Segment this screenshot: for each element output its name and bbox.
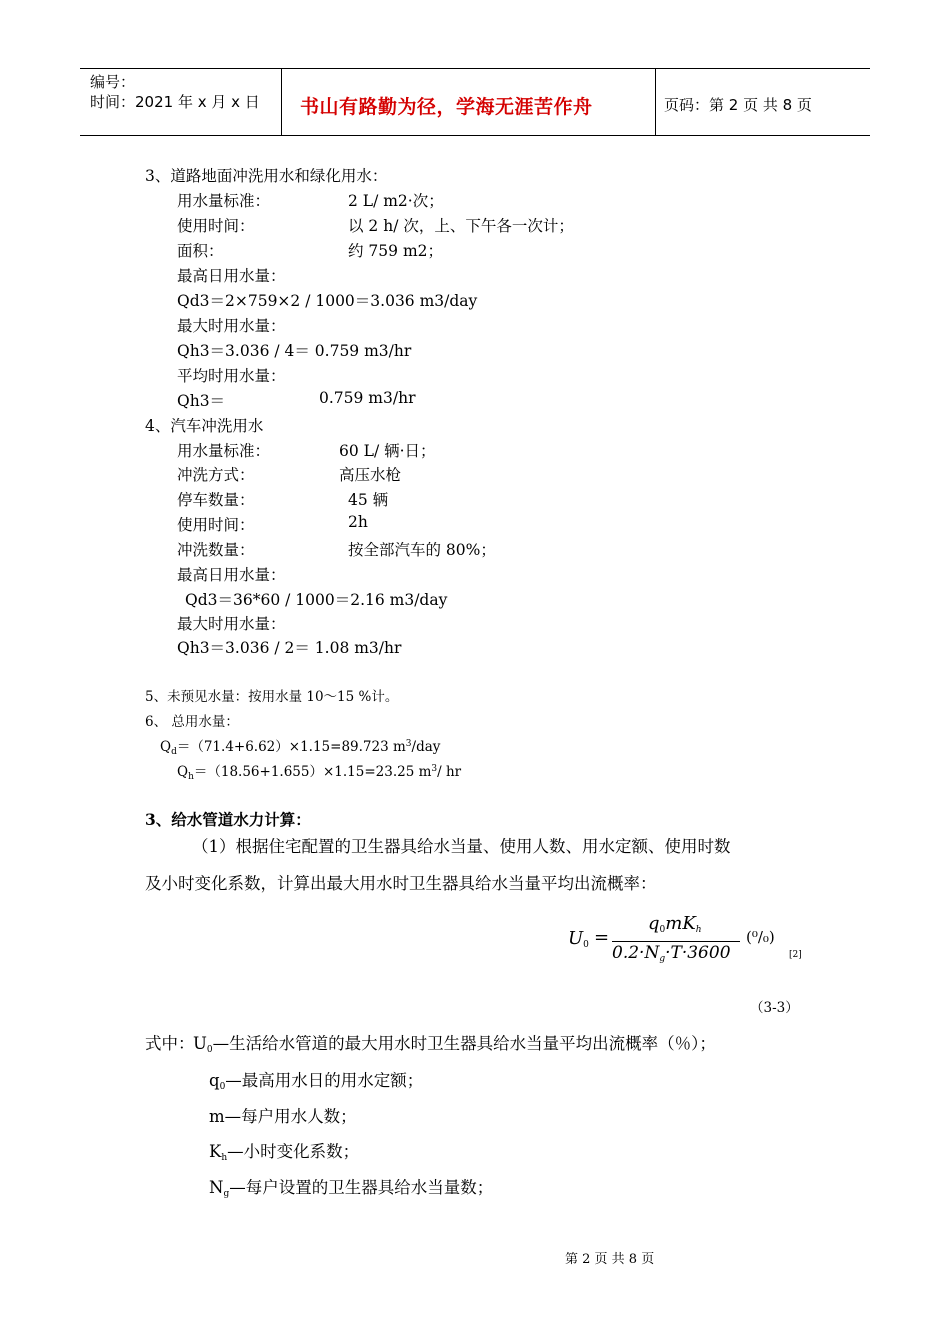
definition-item: $K_h—$小时变化系数； — [209, 1142, 360, 1163]
definition-item: $N_g—$每户设置的卫生器具给水当量数； — [209, 1178, 494, 1199]
equation-number: （3-3） — [750, 1000, 799, 1016]
formula-denominator: $0.2\cdot N_g\cdot T\cdot 3600$ — [612, 943, 731, 964]
total-water-title: 6、 总用水量： — [145, 714, 239, 730]
paragraph-line-1: （1）根据住宅配置的卫生器具给水当量、使用人数、用水定额、使用时数 — [192, 837, 731, 856]
max-day-label: 最高日用水量： — [177, 566, 286, 584]
std-label: 用水量标准： — [177, 442, 271, 460]
parking-value: 45 辆 — [348, 491, 389, 509]
total-daily-formula: $Q_d=(71.4+6.62)\times 1.15=89.723$ $m^3$/day — [160, 739, 441, 757]
avg-hour-label: 平均时用水量： — [177, 367, 286, 385]
definition-item: m—每户用水人数； — [209, 1107, 357, 1126]
paragraph-line-2: 及小时变化系数，计算出最大用水时卫生器具给水当量平均出流概率： — [145, 874, 657, 893]
section-title: 4、汽车冲洗用水 — [145, 417, 264, 435]
formula-reference: [2] — [789, 950, 802, 960]
time-value: 以 2 h/ 次，上、下午各一次计； — [348, 217, 574, 235]
fraction-bar — [612, 941, 740, 942]
unforeseen-water: 5、未预见水量：按用水量 10～15 %计。 — [145, 689, 399, 705]
max-hour-label: 最大时用水量： — [177, 317, 286, 335]
max-hour-label: 最大时用水量： — [177, 615, 286, 633]
wash-label: 冲洗数量： — [177, 541, 255, 559]
time-label: 使用时间： — [177, 516, 255, 534]
where-label: 式中： — [145, 1034, 195, 1053]
max-day-formula: Qd3＝2×759×2 / 1000＝3.036 m3/day — [177, 292, 478, 310]
page-label: 页码：第 2 页 共 8 页 — [664, 96, 812, 114]
header-divider-left — [281, 68, 282, 135]
method-label: 冲洗方式： — [177, 466, 255, 484]
time-value: 2h — [348, 513, 368, 531]
avg-hour-rhs: 0.759 m3/hr — [319, 389, 416, 407]
method-value: 高压水枪 — [339, 466, 402, 484]
avg-hour-lhs: Qh3＝ — [177, 392, 226, 410]
max-day-formula: Qd3＝36*60 / 1000＝2.16 m3/day — [185, 591, 448, 609]
definition-item: $q_0—$最高用水日的用水定额； — [209, 1071, 424, 1092]
time-label: 使用时间： — [177, 217, 255, 235]
std-label: 用水量标准： — [177, 192, 271, 210]
total-hourly-formula: $Q_h=(18.56+1.655)\times 1.15=23.25$ $m^3/$ hr — [177, 764, 462, 782]
hydraulic-title: 3、给水管道水力计算： — [145, 810, 311, 829]
formula-unit: (⁰/₀) — [746, 928, 775, 946]
formula-equals: = — [594, 927, 610, 948]
header-bottom-rule — [80, 135, 870, 136]
area-value: 约 759 m2； — [348, 242, 443, 260]
header-divider-right — [655, 68, 656, 135]
parking-label: 停车数量： — [177, 491, 255, 509]
max-hour-formula: Qh3＝3.036 / 4＝ 0.759 m3/hr — [177, 342, 412, 360]
std-value: 2 L/ m2·次； — [348, 192, 444, 210]
std-value: 60 L/ 辆·日； — [339, 442, 436, 460]
probability-formula — [568, 913, 818, 973]
page-footer: 第 2 页 共 8 页 — [565, 1252, 655, 1267]
header-top-rule — [80, 68, 870, 69]
wash-value: 按全部汽车的 80%； — [348, 541, 496, 559]
area-label: 面积： — [177, 242, 224, 260]
max-hour-formula: Qh3＝3.036 / 2＝ 1.08 m3/hr — [177, 639, 402, 657]
serial-label: 编号： — [90, 73, 136, 91]
section-title: 3、道路地面冲洗用水和绿化用水： — [145, 167, 388, 185]
formula-lhs: $U_0$ — [568, 928, 589, 950]
max-day-label: 最高日用水量： — [177, 267, 286, 285]
definition-item: $U_0—$生活给水管道的最大用水时卫生器具给水当量平均出流概率（％）； — [193, 1034, 716, 1055]
header-motto: 书山有路勤为径，学海无涯苦作舟 — [300, 96, 593, 118]
formula-numerator: $q_0mK_h$ — [648, 913, 702, 935]
date-label: 时间：2021 年 x 月 x 日 — [90, 93, 260, 111]
